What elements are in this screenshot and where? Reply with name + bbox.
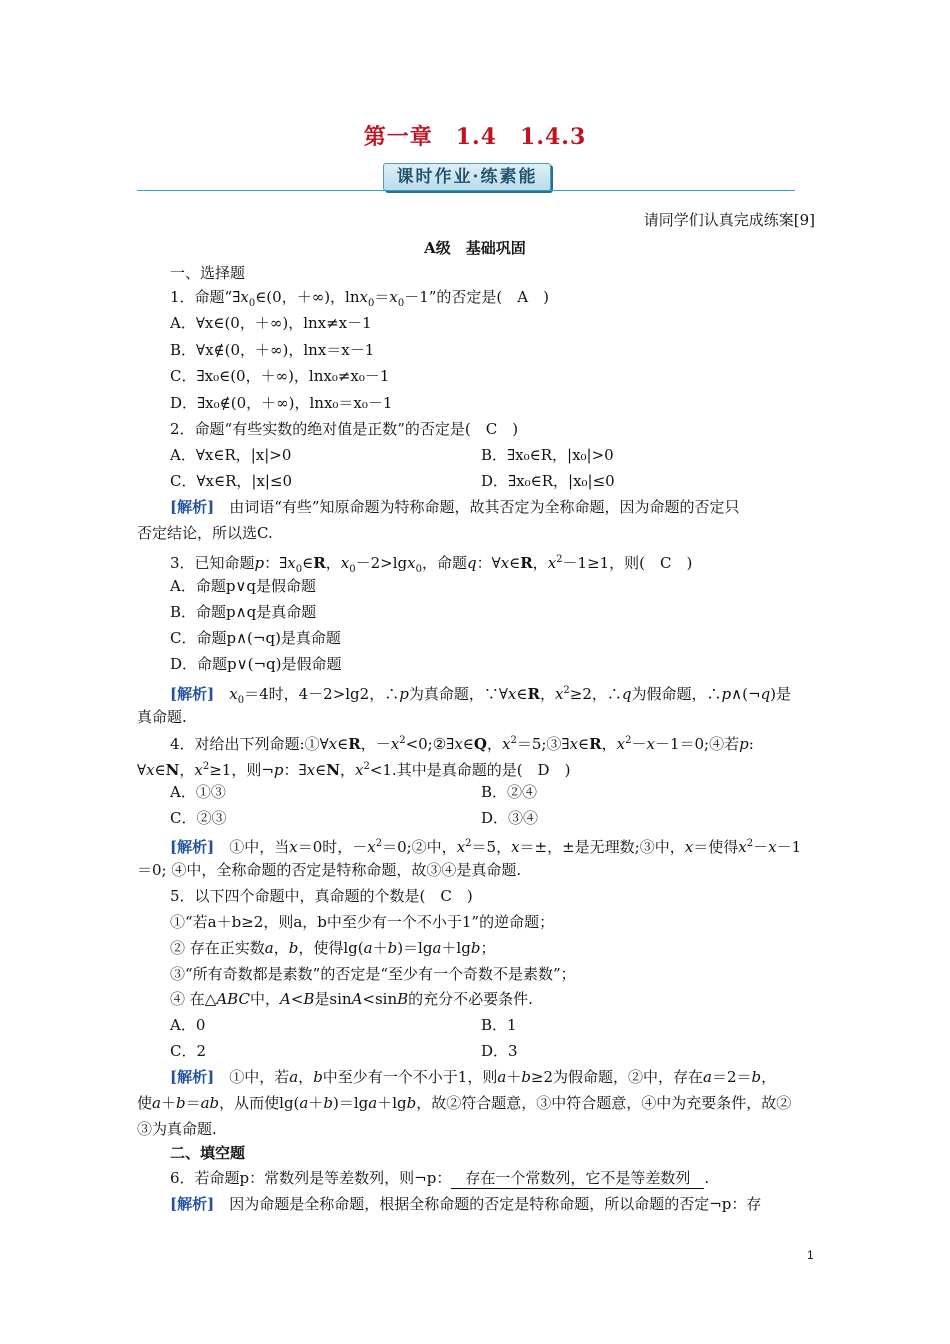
question-2-option-d: D．∃x₀∈R，|x₀|≤0: [481, 472, 615, 490]
question-5-option-b: B．1: [481, 1016, 517, 1034]
question-5-analysis-end: ③为真命题.: [137, 1120, 217, 1138]
question-5-statement-3: ③“所有奇数都是素数”的否定是“至少有一个奇数不是素数”；: [170, 965, 576, 983]
question-2-analysis-cont: 否定结论，所以选C.: [137, 524, 273, 542]
question-4-option-d: D．③④: [481, 809, 539, 827]
question-6-answer: 存在一个常数列，它不是等差数列: [451, 1168, 704, 1189]
question-6-analysis: [解析] 因为命题是全称命题，根据全称命题的否定是特称命题，所以命题的否定¬p：存: [170, 1195, 762, 1213]
question-5-analysis-cont: 使a＋b＝ab，从而使lg(a＋b)＝lga＋lgb，故②符合题意，③中符合题意，④中为充要条件，故②: [137, 1094, 792, 1112]
question-3-option-a: A．命题p∨q是假命题: [170, 577, 317, 595]
question-5-analysis: [解析] ①中，若a，b中至少有一个不小于1，则a＋b≥2为假命题，②中，存在a＝2＝b，: [170, 1068, 777, 1086]
section-heading: 一、选择题: [170, 264, 246, 282]
question-1-option-a: A．∀x∈(0，＋∞)，lnx≠x－1: [170, 314, 372, 332]
question-1-option-c: C．∃x₀∈(0，＋∞)，lnx₀≠x₀－1: [170, 367, 390, 385]
question-6-stem: 6．若命题p：常数列是等差数列，则¬p： 存在一个常数列，它不是等差数列 .: [170, 1169, 710, 1187]
question-3-option-c: C．命题p∧(¬q)是真命题: [170, 629, 341, 647]
homework-badge: 课时作业·练素能: [383, 163, 551, 191]
question-3-stem: 3．已知命题p：$\exists x_0\in R$，$x_0-2>\lg x_0$，命题q：∀x∈R，$x^2-1\ge 1$，则( C ): [170, 554, 693, 575]
question-3-option-d: D．命题p∨(¬q)是假命题: [170, 655, 342, 673]
question-5-statement-4: ④ 在△ABC中，A<B是sinA<sinB的充分不必要条件.: [170, 990, 533, 1008]
analysis-tag: [解析]: [170, 498, 215, 516]
level-heading: A级 基础巩固: [424, 239, 526, 257]
header-divider: [137, 190, 795, 191]
question-5-statement-1: ①“若a＋b≥2，则a，b中至少有一个不小于1”的逆命题；: [170, 913, 555, 931]
page-number: 1: [807, 1248, 814, 1262]
question-2-analysis: [解析] 由词语“有些”知原命题为特称命题，故其否定为全称命题，因为命题的否定只: [170, 498, 740, 516]
question-5-stem: 5．以下四个命题中，真命题的个数是( C ): [170, 887, 473, 905]
chapter-title: 第一章 1.4 1.4.3: [363, 124, 587, 150]
question-1-option-d: D．∃x₀∉(0，＋∞)，lnx₀＝x₀－1: [170, 394, 393, 412]
question-2-option-b: B．∃x₀∈R，|x₀|>0: [481, 446, 614, 464]
question-2-stem: 2．命题“有些实数的绝对值是正数”的否定是( C ): [170, 420, 519, 438]
question-4-option-c: C．②③: [170, 809, 227, 827]
question-4-stem: 4．对给出下列命题:①∀x∈R，$-x^2<0;②\exists x\in Q$，$x^2=5;③\exists x\in R$，$x^2-x-1=0;④$若p:: [170, 735, 754, 753]
question-3-option-b: B．命题p∧q是真命题: [170, 603, 317, 621]
question-3-analysis-cont: 真命题.: [137, 708, 187, 726]
question-4-option-a: A．①③: [170, 783, 226, 801]
question-3-analysis: [解析] $x_0=4$时，4－2>lg2，∴p为真命题，∵∀x∈R，$x^2\ge 2$，∴q为假命题，∴p∧(¬q)是: [170, 685, 792, 706]
practice-note: 请同学们认真完成练案[9]: [643, 211, 815, 229]
section-heading-fill-blank: 二、填空题: [170, 1144, 246, 1162]
question-4-stem-cont: ∀x∈N，$x^2\ge 1$，则¬p：∃x∈N，$x^2<1$.其中是真命题的是( D ): [137, 761, 571, 779]
question-1-stem: 1．命题“$\exists x_0\in(0$，＋∞)，$\ln x_0=x_0-1$”的否定是( A ): [170, 288, 549, 309]
question-4-analysis: [解析] ①中，当x＝0时，$-x^2=0;②$中，$x^2=5$，x＝±，±是无理数;③中，x＝使得$x^2-x-1$: [170, 838, 802, 856]
question-5-option-d: D．3: [481, 1042, 518, 1060]
question-4-option-b: B．②④: [481, 783, 538, 801]
question-5-option-c: C．2: [170, 1042, 207, 1060]
question-1-option-b: B．∀x∉(0，＋∞)，lnx＝x－1: [170, 341, 375, 359]
question-2-option-a: A．∀x∈R，|x|>0: [170, 446, 292, 464]
question-5-statement-2: ② 存在正实数a，b，使得lg(a＋b)＝lga＋lgb；: [170, 939, 496, 957]
question-5-option-a: A．0: [170, 1016, 206, 1034]
question-4-analysis-cont: ＝0; ④中，全称命题的否定是特称命题，故③④是真命题.: [137, 861, 522, 879]
question-2-option-c: C．∀x∈R，|x|≤0: [170, 472, 293, 490]
